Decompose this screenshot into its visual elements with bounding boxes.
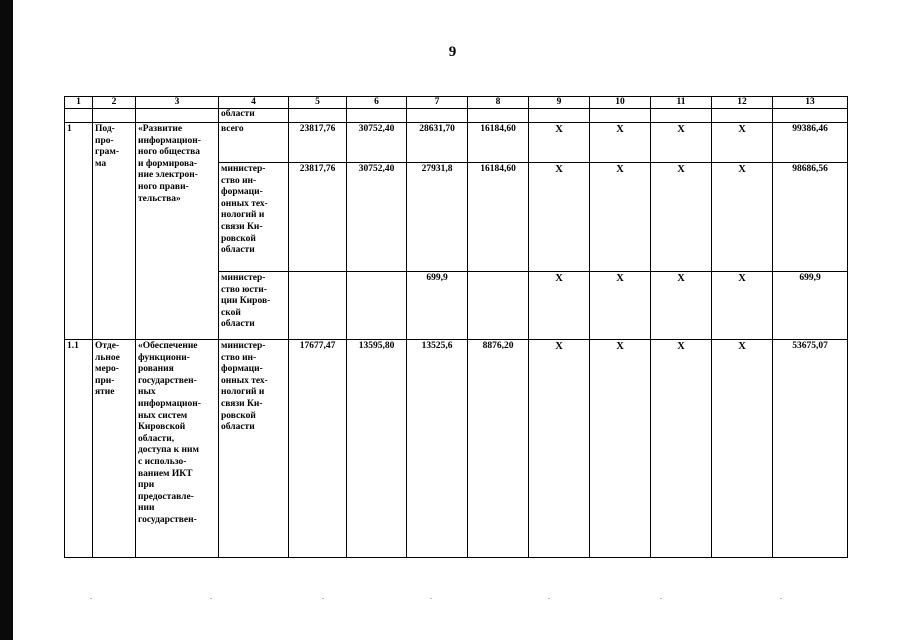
value-cell: 23817,76: [289, 123, 347, 163]
column-number: 12: [712, 97, 773, 109]
executor-cell: министер- ство юсти- ции Киров- ской области: [219, 272, 289, 340]
value-cell: Х: [590, 272, 651, 340]
total-cell: 99386,46: [773, 123, 848, 163]
value-cell: Х: [590, 123, 651, 163]
row-type: Под- про- грам- ма: [93, 123, 136, 340]
column-number: 9: [529, 97, 590, 109]
page-number: 9: [448, 44, 457, 60]
value-cell: [468, 272, 529, 340]
continuation-row: [65, 109, 848, 123]
executor-cell: министер- ство ин- формаци- онных тех- нологий и связи Ки- ровской области: [219, 340, 289, 558]
value-cell: Х: [651, 163, 712, 272]
value-cell: 28631,70: [407, 123, 468, 163]
value-cell: Х: [651, 340, 712, 558]
row-title: «Обеспечение функциони- рования государствен- ных информацион- ных систем Кировской области, доступа к ним с использо- ванием ИКТ при предоставле- нии государствен-: [136, 340, 219, 558]
table-row: [65, 123, 848, 163]
total-cell: 699,9: [773, 272, 848, 340]
value-cell: 8876,20: [468, 340, 529, 558]
column-number: 2: [93, 97, 136, 109]
column-number: 6: [347, 97, 407, 109]
column-number: 1: [65, 97, 93, 109]
value-cell: Х: [529, 163, 590, 272]
value-cell: 30752,40: [347, 163, 407, 272]
value-cell: Х: [712, 340, 773, 558]
total-cell: 98686,56: [773, 163, 848, 272]
value-cell: Х: [712, 272, 773, 340]
value-cell: 16184,60: [468, 163, 529, 272]
column-number-row: [65, 97, 848, 109]
value-cell: Х: [712, 163, 773, 272]
row-number: 1: [65, 123, 93, 340]
value-cell: Х: [529, 340, 590, 558]
budget-table: [64, 96, 848, 558]
value-cell: Х: [529, 272, 590, 340]
value-cell: Х: [651, 123, 712, 163]
column-number: 11: [651, 97, 712, 109]
scan-noise: [60, 598, 850, 602]
value-cell: 16184,60: [468, 123, 529, 163]
value-cell: 699,9: [407, 272, 468, 340]
continuation-cell: области: [219, 109, 289, 123]
value-cell: Х: [590, 163, 651, 272]
column-number: 7: [407, 97, 468, 109]
executor-cell: министер- ство ин- формаци- онных тех- нологий и связи Ки- ровской области: [219, 163, 289, 272]
value-cell: 27931,8: [407, 163, 468, 272]
column-number: 3: [136, 97, 219, 109]
row-number: 1.1: [65, 340, 93, 558]
table-row: [65, 340, 848, 558]
total-cell: 53675,07: [773, 340, 848, 558]
value-cell: Х: [651, 272, 712, 340]
scan-edge-bar: [0, 0, 13, 640]
value-cell: [289, 272, 347, 340]
value-cell: Х: [712, 123, 773, 163]
row-title: «Развитие информацион- ного общества и формирова- ние электрон- ного прави- тельства»: [136, 123, 219, 340]
value-cell: 30752,40: [347, 123, 407, 163]
row-type: Отде- льное меро- при- ятие: [93, 340, 136, 558]
column-number: 13: [773, 97, 848, 109]
value-cell: 23817,76: [289, 163, 347, 272]
value-cell: 13595,80: [347, 340, 407, 558]
value-cell: 13525,6: [407, 340, 468, 558]
value-cell: 17677,47: [289, 340, 347, 558]
column-number: 10: [590, 97, 651, 109]
column-number: 4: [219, 97, 289, 109]
column-number: 5: [289, 97, 347, 109]
column-number: 8: [468, 97, 529, 109]
value-cell: [347, 272, 407, 340]
value-cell: Х: [529, 123, 590, 163]
value-cell: Х: [590, 340, 651, 558]
executor-cell: всего: [219, 123, 289, 163]
